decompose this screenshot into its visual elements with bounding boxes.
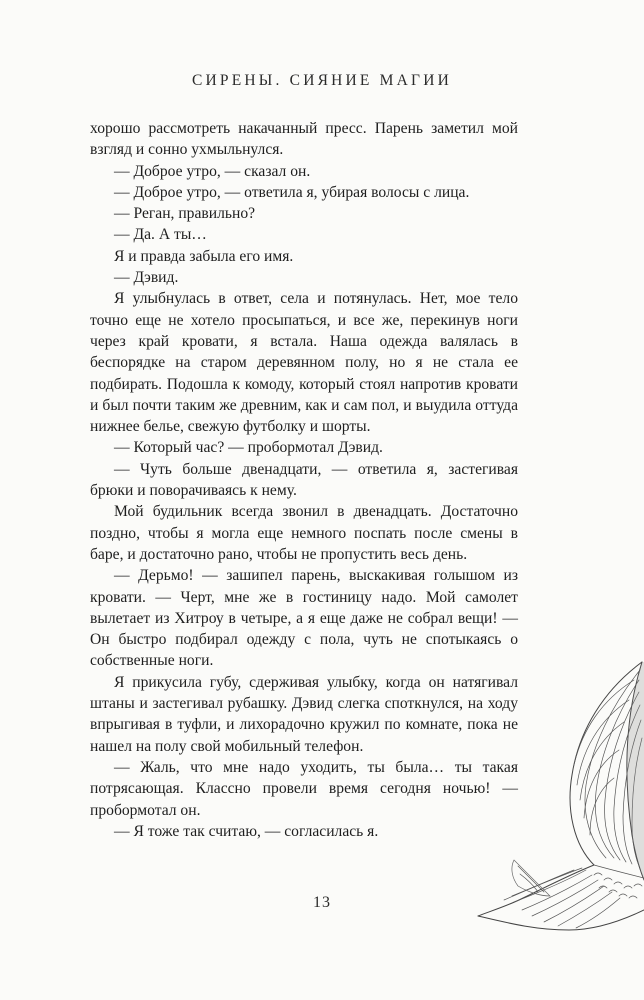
paragraph: — Я тоже так считаю, — согласилась я.: [114, 822, 379, 840]
paragraph: Я прикусила губу, сдерживая улыбку, когда он натягивал штаны и застегивал рубашку. Дэвид слегка споткнулся, на ходу впрыгивая в туфли, и лихорадочно кружил по комнате, пока не нашел на полу свой мобильный телефон.: [90, 673, 518, 755]
paragraph: — Который час? — пробормотал Дэвид.: [114, 439, 383, 457]
paragraph: Я улыбнулась в ответ, села и потянулась. Нет, мое тело точно еще не хотело просыпаться, и все же, перекинув ноги через край кровати, я встала. Наша одежда валялась в беспорядке на старом деревянном полу, но я не стала ее подбирать. Подошла к комоду, который стоял напротив кровати и был почти таким же древним, как и сам пол, и выудила оттуда нижнее белье, свежую футболку и шорты.: [90, 290, 518, 436]
paragraph: — Да. А ты…: [114, 226, 207, 244]
paragraph: — Дэвид.: [114, 269, 179, 287]
running-title: СИРЕНЫ. СИЯНИЕ МАГИИ: [191, 72, 452, 89]
paragraph: хорошо рассмотреть накачанный пресс. Парень заметил мой взгляд и сонно ухмыльнулся.: [90, 120, 518, 159]
paragraph: — Реган, правильно?: [114, 205, 256, 223]
fish-tail-illustration-icon: [474, 660, 644, 950]
paragraph: Мой будильник всегда звонил в двенадцать. Достаточно поздно, чтобы я могла еще немного поспать после смены в баре, и достаточно рано, чтобы не пропустить весь день.: [90, 503, 518, 563]
body-text: [90, 118, 518, 842]
paragraph: — Доброе утро, — сказал он.: [114, 162, 311, 180]
paragraph: — Жаль, что мне надо уходить, ты была… ты такая потрясающая. Классно провели время сегодня ночью! — пробормотал он.: [90, 758, 518, 819]
paragraph: — Доброе утро, — ответила я, убирая волосы с лица.: [114, 183, 470, 201]
paragraph: — Дерьмо! — зашипел парень, выскакивая голышом из кровати. — Черт, мне же в гостиницу надо. Мой самолет вылетает из Хитроу в четыре, а я еще даже не собрал вещи! — Он быстро подбирал одежду с пола, чуть не спотыкаясь о собственные ноги.: [90, 567, 518, 670]
paragraph: — Чуть больше двенадцати, — ответила я, застегивая брюки и поворачиваясь к нему.: [90, 460, 518, 500]
paragraph: Я и правда забыла его имя.: [114, 247, 294, 265]
page-number: 13: [313, 894, 331, 911]
